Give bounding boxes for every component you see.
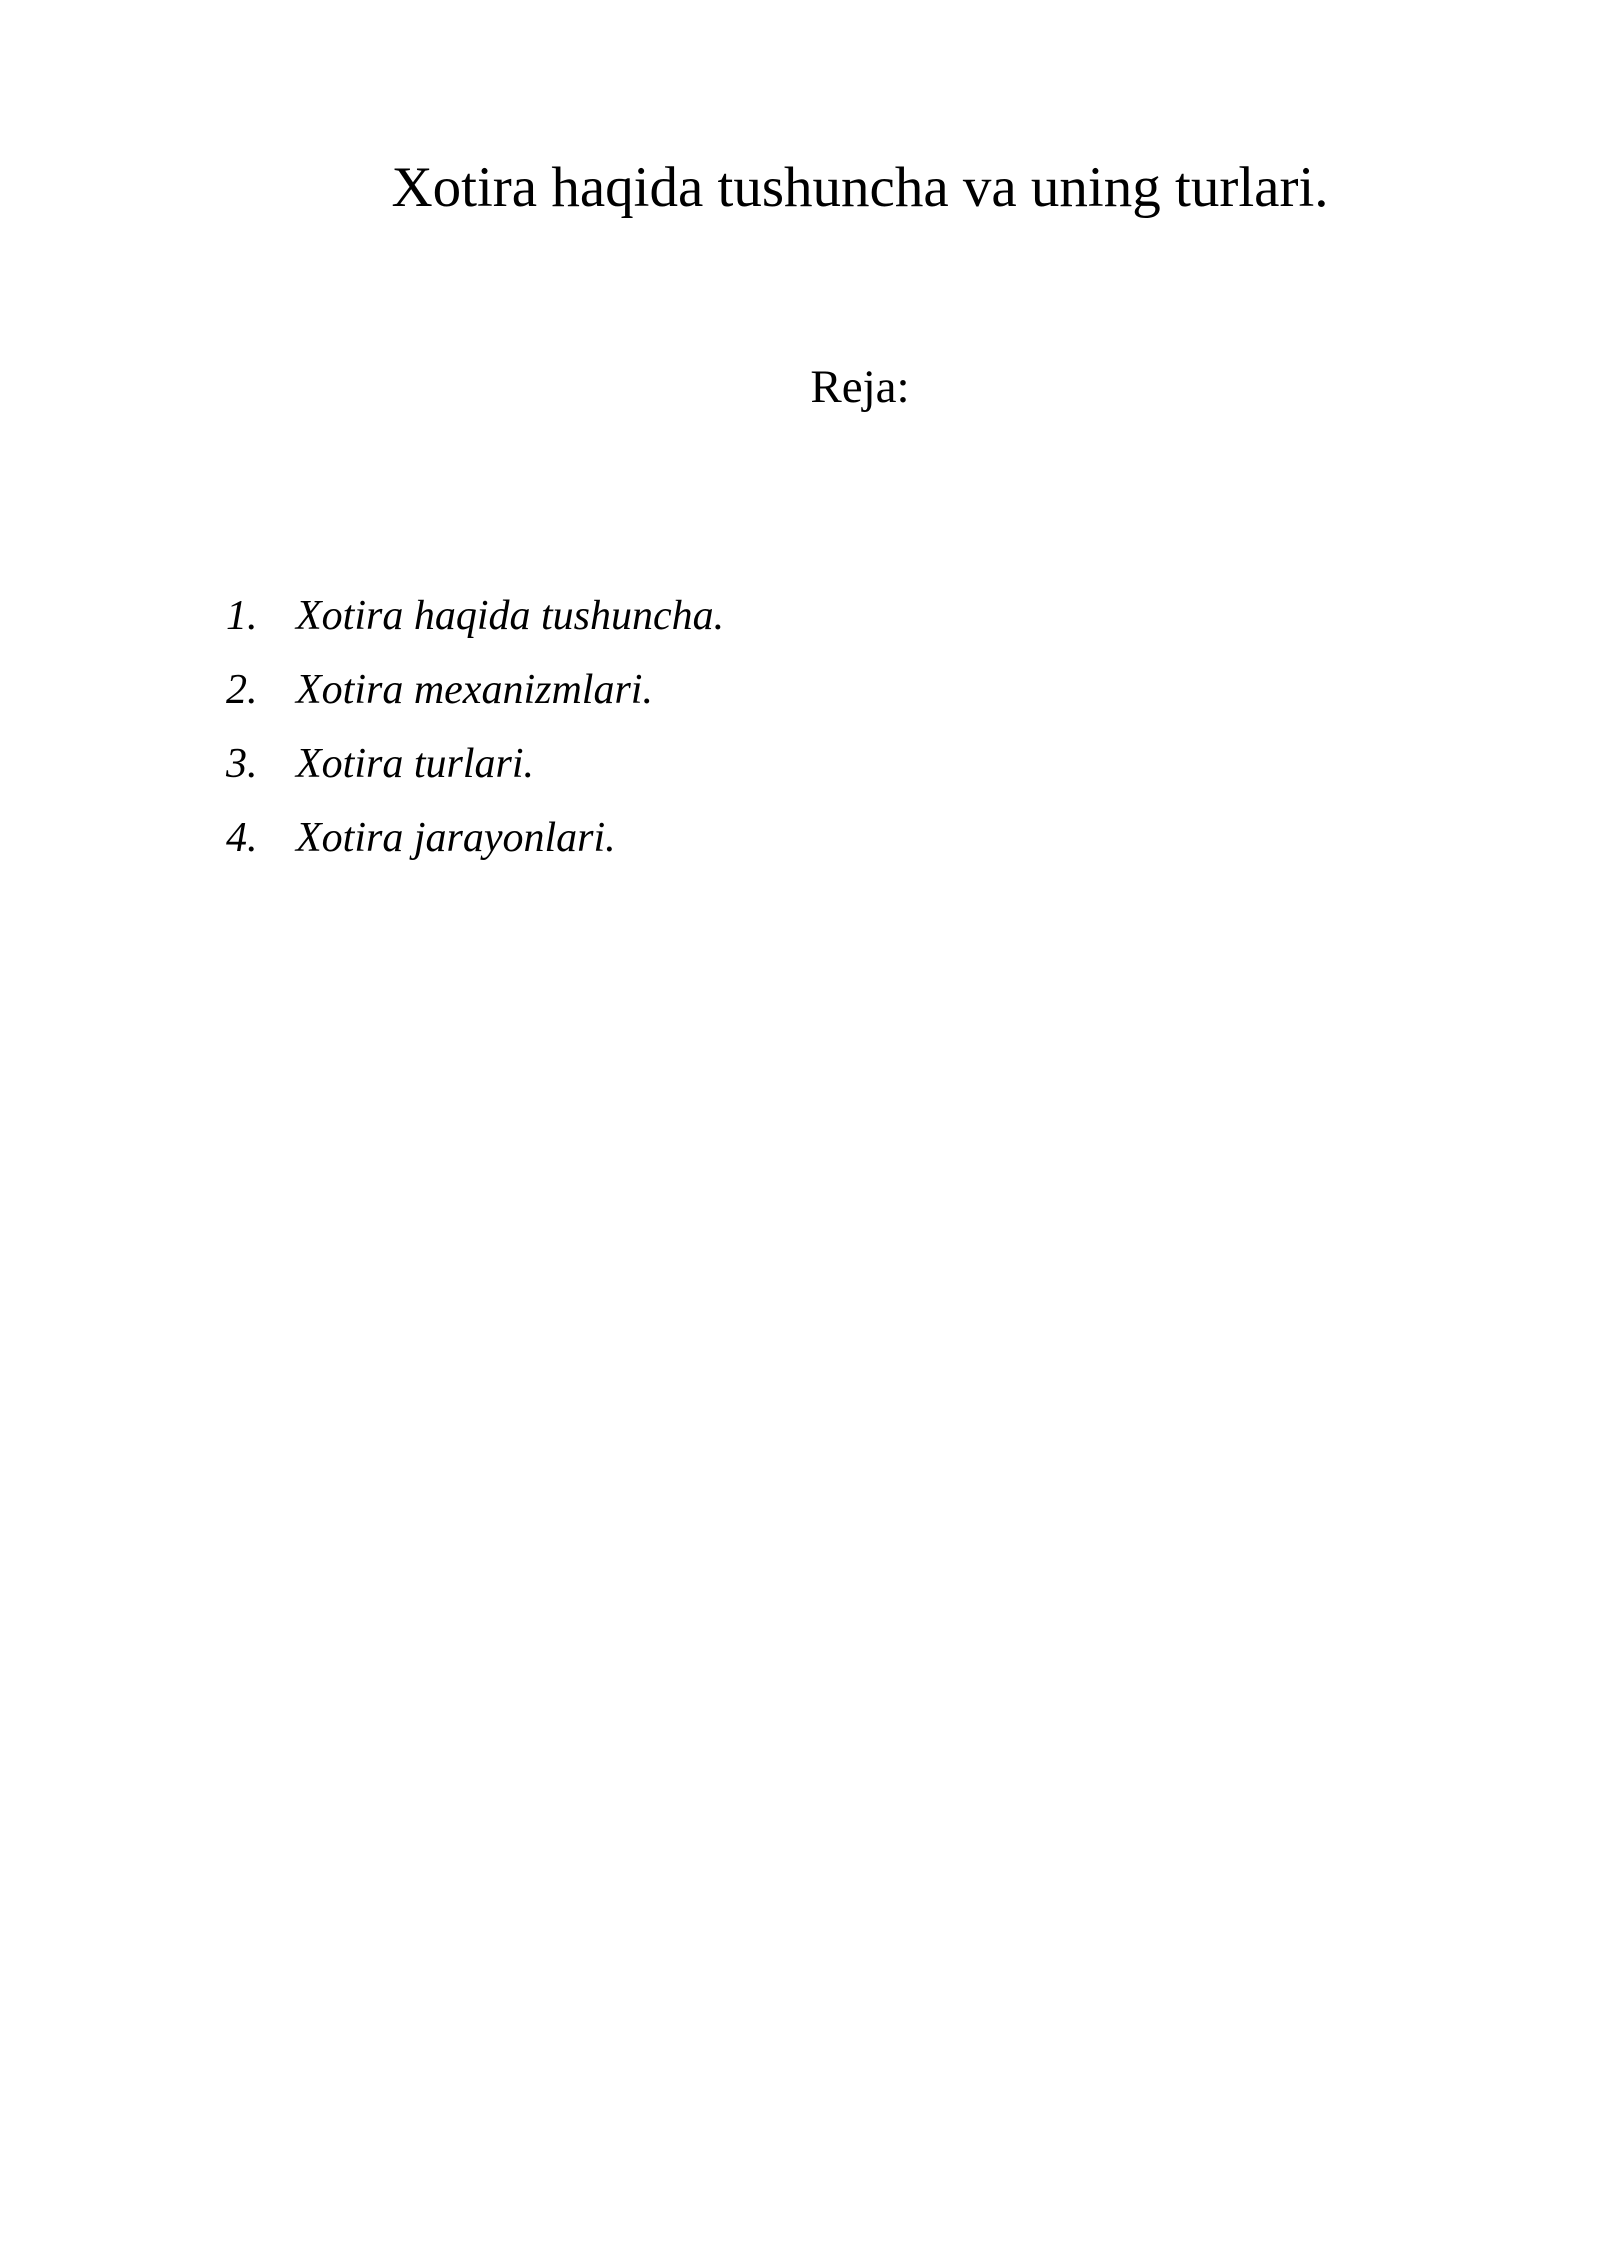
plan-item-number: 3. [226,741,258,787]
plan-item-text: Xotira jarayonlari. [296,815,616,861]
plan-item-1 [226,585,724,659]
plan-item-text: Xotira mexanizmlari. [296,667,653,713]
plan-item-2 [226,659,724,733]
plan-heading: Reja: [810,361,910,413]
plan-item-number: 1. [226,593,258,639]
plan-list [226,585,724,881]
plan-item-number: 2. [226,667,258,713]
plan-item-number: 4. [226,815,258,861]
plan-item-text: Xotira haqida tushuncha. [296,593,725,639]
plan-item-3 [226,733,724,807]
document-title: Xotira haqida tushuncha va uning turlari. [391,156,1329,219]
plan-item-text: Xotira turlari. [296,741,535,787]
plan-item-4 [226,807,724,881]
